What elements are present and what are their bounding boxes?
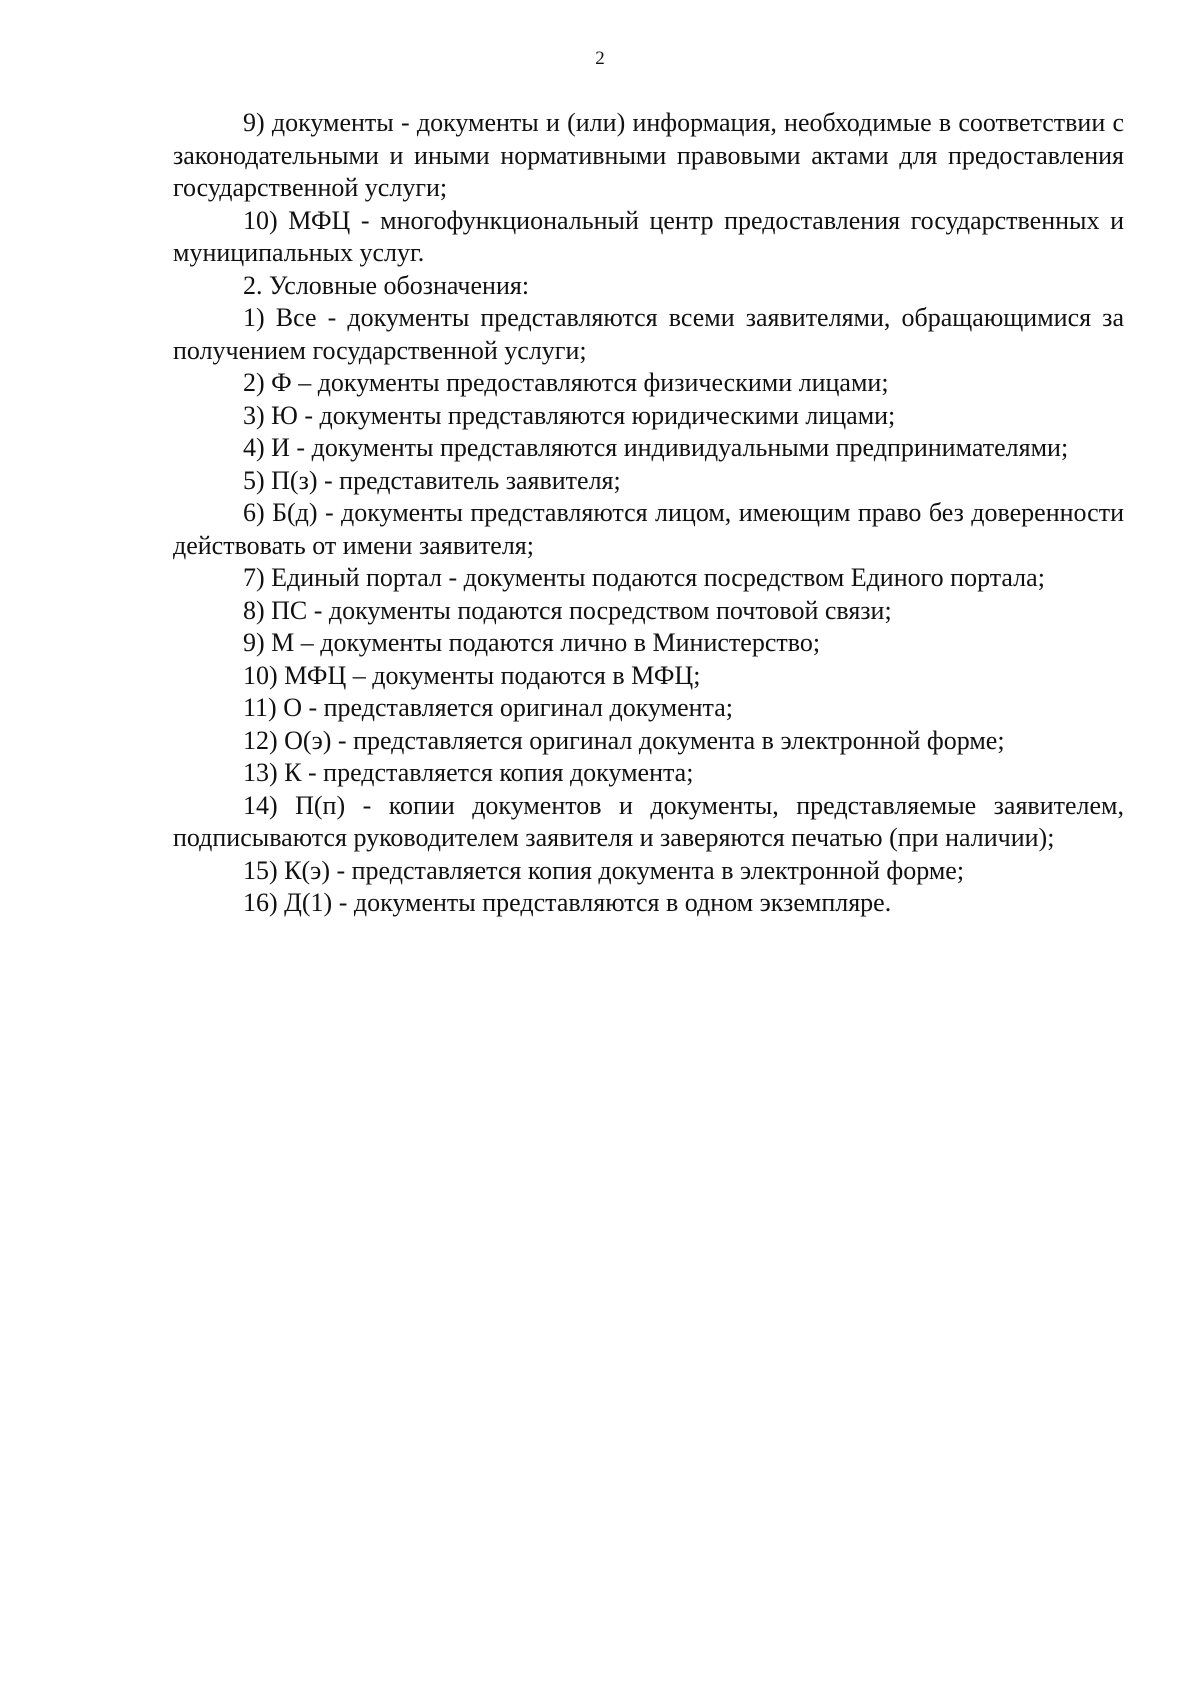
symbol-item-14: 14) П(п) - копии документов и документы, представляемые заявителем, подписываются руководителем заявителя и заверяются печатью (при наличии); [173, 790, 1124, 852]
symbol-item-5: 5) П(з) - представитель заявителя; [243, 465, 621, 495]
symbol-item-7: 7) Единый портал - документы подаются посредством Единого портала; [243, 563, 1045, 592]
symbol-item-8: 8) ПС - документы подаются посредством почтовой связи; [243, 595, 892, 625]
symbol-item-13: 13) К - представляется копия документа; [243, 758, 694, 787]
symbol-item-10: 10) МФЦ – документы подаются в МФЦ; [243, 660, 701, 690]
symbol-item-2: 2) Ф – документы предоставляются физическими лицами; [243, 368, 889, 397]
symbol-item-1: 1) Все - документы представляются всеми заявителями, обращающимися за получением государственной услуги; [173, 303, 1124, 365]
symbol-item-11: 11) О - представляется оригинал документа; [243, 693, 733, 722]
symbol-item-6: 6) Б(д) - документы представляются лицом, имеющим право без доверенности действовать от имени заявителя; [173, 498, 1124, 560]
symbol-item-15: 15) К(э) - представляется копия документа в электронной форме; [243, 855, 965, 885]
symbol-item-16: 16) Д(1) - документы представляются в одном экземпляре. [243, 888, 892, 917]
symbol-item-4: 4) И - документы представляются индивидуальными предпринимателями; [243, 433, 1069, 462]
symbol-item-9: 9) М – документы подаются лично в Министерство; [243, 628, 821, 657]
paragraph-definition-10: 10) МФЦ - многофункциональный центр предоставления государственных и муниципальных услуг. [173, 205, 1124, 267]
symbol-item-12: 12) О(э) - представляется оригинал документа в электронной форме; [243, 725, 1005, 755]
symbol-item-3: 3) Ю - документы представляются юридическими лицами; [243, 400, 896, 430]
section-heading-symbols: 2. Условные обозначения: [243, 270, 530, 300]
page-number: 2 [595, 48, 605, 69]
document-body [173, 107, 1124, 920]
paragraph-definition-9: 9) документы - документы и (или) информация, необходимые в соответствии с законодательными и иными нормативными правовыми актами для предоставления государственной услуги; [173, 108, 1124, 202]
